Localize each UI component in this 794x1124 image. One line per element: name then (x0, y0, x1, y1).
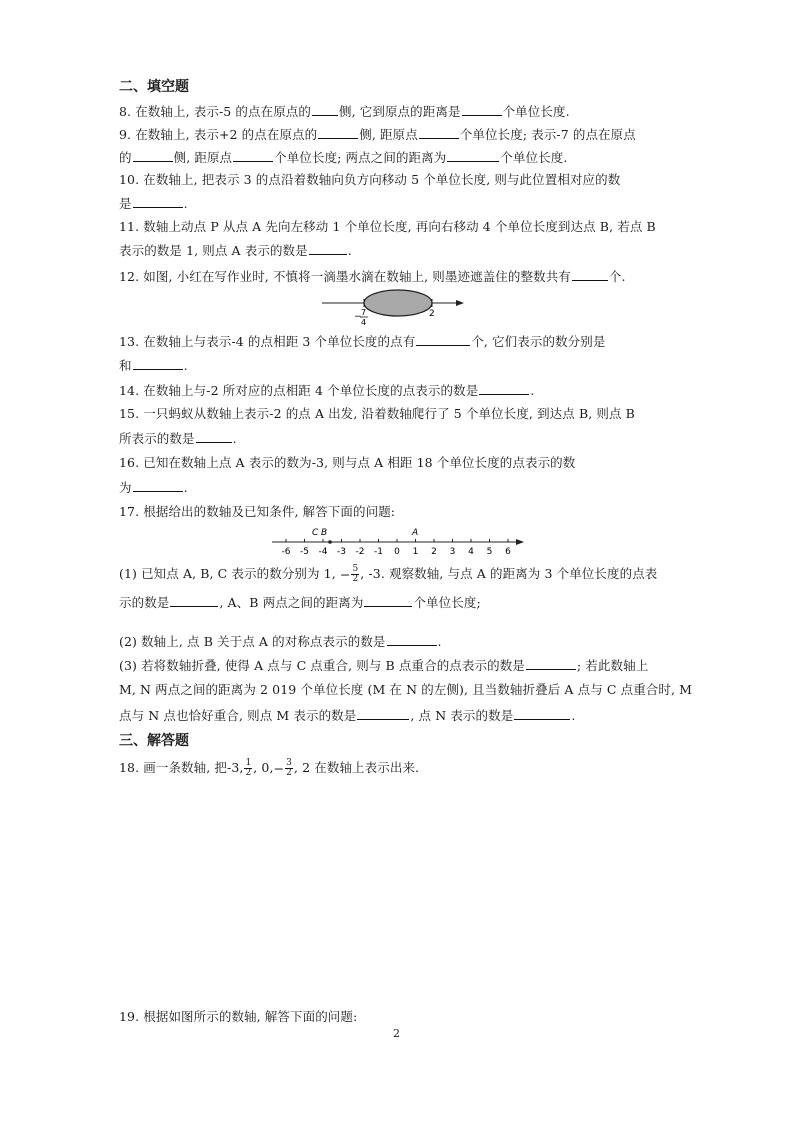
fraction-negative-five-halves: − $\frac{5}{2}$ (339, 564, 359, 584)
answer-blank[interactable] (133, 357, 183, 370)
question-16-line-2: 为 . (119, 480, 188, 495)
answer-blank[interactable] (133, 479, 183, 492)
tick-label: -5 (300, 547, 309, 557)
tick-label: 3 (449, 547, 456, 557)
question-14: 14. 在数轴上与-2 所对应的点相距 4 个单位长度的点表示的数是 . (119, 383, 535, 398)
question-18: 18. 画一条数轴, 把-3, $\frac{1}{2}$ , 0, − $\frac{3}{2}$ , 2 在数轴上表示出来. (119, 758, 420, 778)
question-8: 8. 在数轴上, 表示-5 的点在原点的 侧, 它到原点的距离是 个单位长度. (119, 104, 570, 119)
answer-blank[interactable] (572, 268, 608, 281)
question-12: 12. 如图, 小红在写作业时, 不慎将一滴墨水滴在数轴上, 则墨迹遮盖住的整数共有 个. (119, 269, 626, 284)
point-C-label: C (312, 528, 319, 538)
answer-blank[interactable] (462, 103, 502, 116)
tick-label: 0 (394, 547, 400, 557)
answer-blank[interactable] (309, 242, 347, 255)
answer-blank[interactable] (416, 333, 470, 346)
answer-blank[interactable] (387, 633, 437, 646)
tick-label: 6 (505, 547, 511, 557)
point-B-dot (328, 540, 332, 544)
ink-blot (364, 290, 432, 316)
left-label-denominator: 4 (361, 318, 367, 327)
question-10-line-1: 10. 在数轴上, 把表示 3 的点沿着数轴向负方向移动 5 个单位长度, 则与此位置相对应的数 (119, 172, 621, 187)
answer-blank[interactable] (133, 195, 183, 208)
point-B-label: B (321, 528, 328, 538)
question-15-line-2: 所表示的数是 . (119, 431, 237, 446)
question-13-line-2: 和 . (119, 358, 188, 373)
answer-blank[interactable] (312, 103, 338, 116)
question-17-part-2: (2) 数轴上, 点 B 关于点 A 的对称点表示的数是 . (119, 634, 442, 649)
axis-arrow (456, 300, 464, 306)
answer-blank[interactable] (514, 707, 570, 720)
answer-blank[interactable] (479, 382, 529, 395)
left-label-numerator: 7 (361, 308, 367, 317)
section-heading-answer: 三、解答题 (119, 733, 189, 749)
answer-blank[interactable] (233, 149, 273, 162)
tick-label: -2 (355, 547, 365, 557)
question-13-line-1: 13. 在数轴上与表示-4 的点相距 3 个单位长度的点有 个, 它们表示的数分别是 (119, 334, 606, 349)
question-17-part-3-line-1: (3) 若将数轴折叠, 使得 A 点与 C 点重合, 则与 B 点重合的点表示的数是 ; 若此数轴上 (119, 658, 649, 673)
answer-blank[interactable] (364, 594, 412, 607)
question-17-part-1-line-2: 示的数是 , A、B 两点之间的距离为 个单位长度; (119, 595, 481, 610)
answer-blank[interactable] (447, 149, 499, 162)
answer-blank[interactable] (526, 657, 576, 670)
question-19: 19. 根据如图所示的数轴, 解答下面的问题: (119, 1009, 358, 1024)
tick-label: 4 (468, 547, 474, 557)
question-9-line-2: 的 侧, 距原点 个单位长度; 两点之间的距离为 个单位长度. (119, 150, 568, 165)
tick-label: -1 (374, 547, 383, 557)
point-A-label: A (412, 528, 419, 538)
question-10-line-2: 是 . (119, 196, 188, 211)
question-17-part-3-line-3: 点与 N 点也恰好重合, 则点 M 表示的数是 , 点 N 表示的数是 . (119, 708, 576, 723)
answer-blank[interactable] (419, 126, 459, 139)
question-11-line-1: 11. 数轴上动点 P 从点 A 先向左移动 1 个单位长度, 再向右移动 4 个单位长度到达点 B, 若点 B (119, 219, 656, 234)
tick-label: 2 (431, 547, 437, 557)
ink-blot-number-line-figure (318, 289, 468, 331)
question-16-line-1: 16. 已知在数轴上点 A 表示的数为-3, 则与点 A 相距 18 个单位长度的点表示的数 (119, 455, 576, 470)
tick-label: 5 (486, 547, 493, 557)
question-17-intro: 17. 根据给出的数轴及已知条件, 解答下面的问题: (119, 504, 396, 519)
answer-blank[interactable] (357, 707, 409, 720)
axis-arrow (516, 539, 524, 545)
question-17-part-1-line-1: (1) 已知点 A, B, C 表示的数分别为 1, − $\frac{5}{2}$ , -3. 观察数轴, 与点 A 的距离为 3 个单位长度的点表 (119, 564, 658, 584)
question-15-line-1: 15. 一只蚂蚁从数轴上表示-2 的点 A 出发, 沿着数轴爬行了 5 个单位长度, 到达点 B, 则点 B (119, 406, 635, 421)
tick-label: 1 (412, 547, 419, 557)
fraction-negative-three-halves: − $\frac{3}{2}$ (273, 758, 292, 778)
answer-blank[interactable] (196, 430, 232, 443)
answer-blank[interactable] (318, 126, 358, 139)
question-17-part-3-line-2: M, N 两点之间的距离为 2 019 个单位长度 (M 在 N 的左侧), 且当数轴折叠后 A 点与 C 点重合时, M (119, 682, 693, 697)
right-label: 2 (429, 309, 435, 319)
answer-blank[interactable] (133, 149, 173, 162)
tick-label: -3 (337, 547, 346, 557)
question-9-line-1: 9. 在数轴上, 表示+2 的点在原点的 侧, 距原点 个单位长度; 表示-7 的点在原点 (119, 127, 636, 142)
number-line-figure-17 (262, 524, 532, 558)
question-11-line-2: 表示的数是 1, 则点 A 表示的数是 . (119, 243, 352, 258)
tick-label: -6 (281, 547, 291, 557)
page-number: 2 (393, 1027, 400, 1040)
answer-blank[interactable] (170, 594, 218, 607)
tick-label: -4 (318, 547, 328, 557)
left-label-sign: − (354, 312, 362, 322)
section-heading-fill-blank: 二、填空题 (119, 79, 189, 95)
fraction-one-half: $\frac{1}{2}$ (245, 758, 252, 778)
